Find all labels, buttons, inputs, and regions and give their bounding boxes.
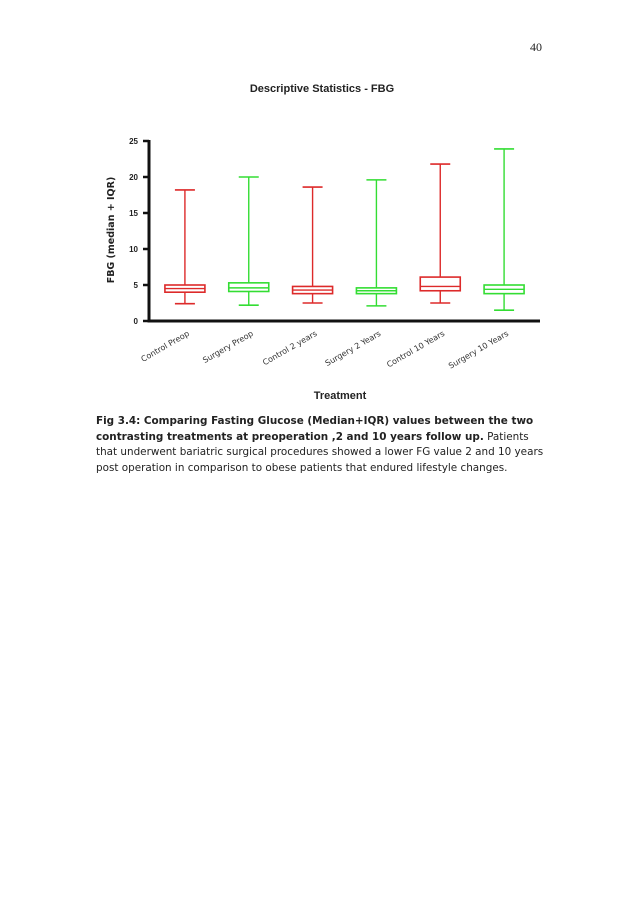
y-tick-label: 20 [129, 173, 138, 182]
page-number: 40 [530, 40, 542, 54]
x-tick-label: Control 10 Years [385, 328, 447, 370]
plot-area [129, 137, 540, 371]
y-axis-title: FBG (median + IQR) [106, 176, 117, 284]
caption-bold: Fig 3.4: Comparing Fasting Glucose (Median+IQR) values between the two contrasting treatments at preoperation ,2 and 10 years follow up. [96, 415, 534, 443]
y-tick-label: 0 [133, 317, 138, 326]
x-tick-label: Surgery 2 Years [323, 328, 383, 369]
box-6 [484, 149, 524, 310]
box-4 [356, 180, 396, 306]
figure-caption [96, 414, 546, 476]
iqr-box [229, 283, 269, 292]
y-tick-label: 15 [129, 209, 138, 218]
x-tick-label: Control Preop [139, 328, 191, 364]
y-tick-label: 5 [133, 281, 138, 290]
y-tick-label: 25 [129, 137, 138, 146]
caption-text: Patients that underwent bariatric surgical procedures showed a lower FG value 2 and 10 years post operation in comparison to obese patients that endured lifestyle changes. [96, 430, 544, 474]
y-tick-label: 10 [129, 245, 138, 254]
box-1 [165, 190, 205, 304]
x-tick-label: Surgery Preop [201, 328, 255, 366]
x-tick-label: Surgery 10 Years [446, 328, 511, 371]
iqr-box [420, 277, 460, 291]
box-3 [293, 187, 333, 303]
box-5 [420, 164, 460, 303]
x-axis-title: Treatment [313, 390, 367, 402]
box-plot-figure [0, 0, 638, 410]
box-2 [229, 177, 269, 305]
chart-title: Descriptive Statistics - FBG [249, 83, 395, 95]
x-tick-label: Control 2 years [261, 328, 319, 368]
